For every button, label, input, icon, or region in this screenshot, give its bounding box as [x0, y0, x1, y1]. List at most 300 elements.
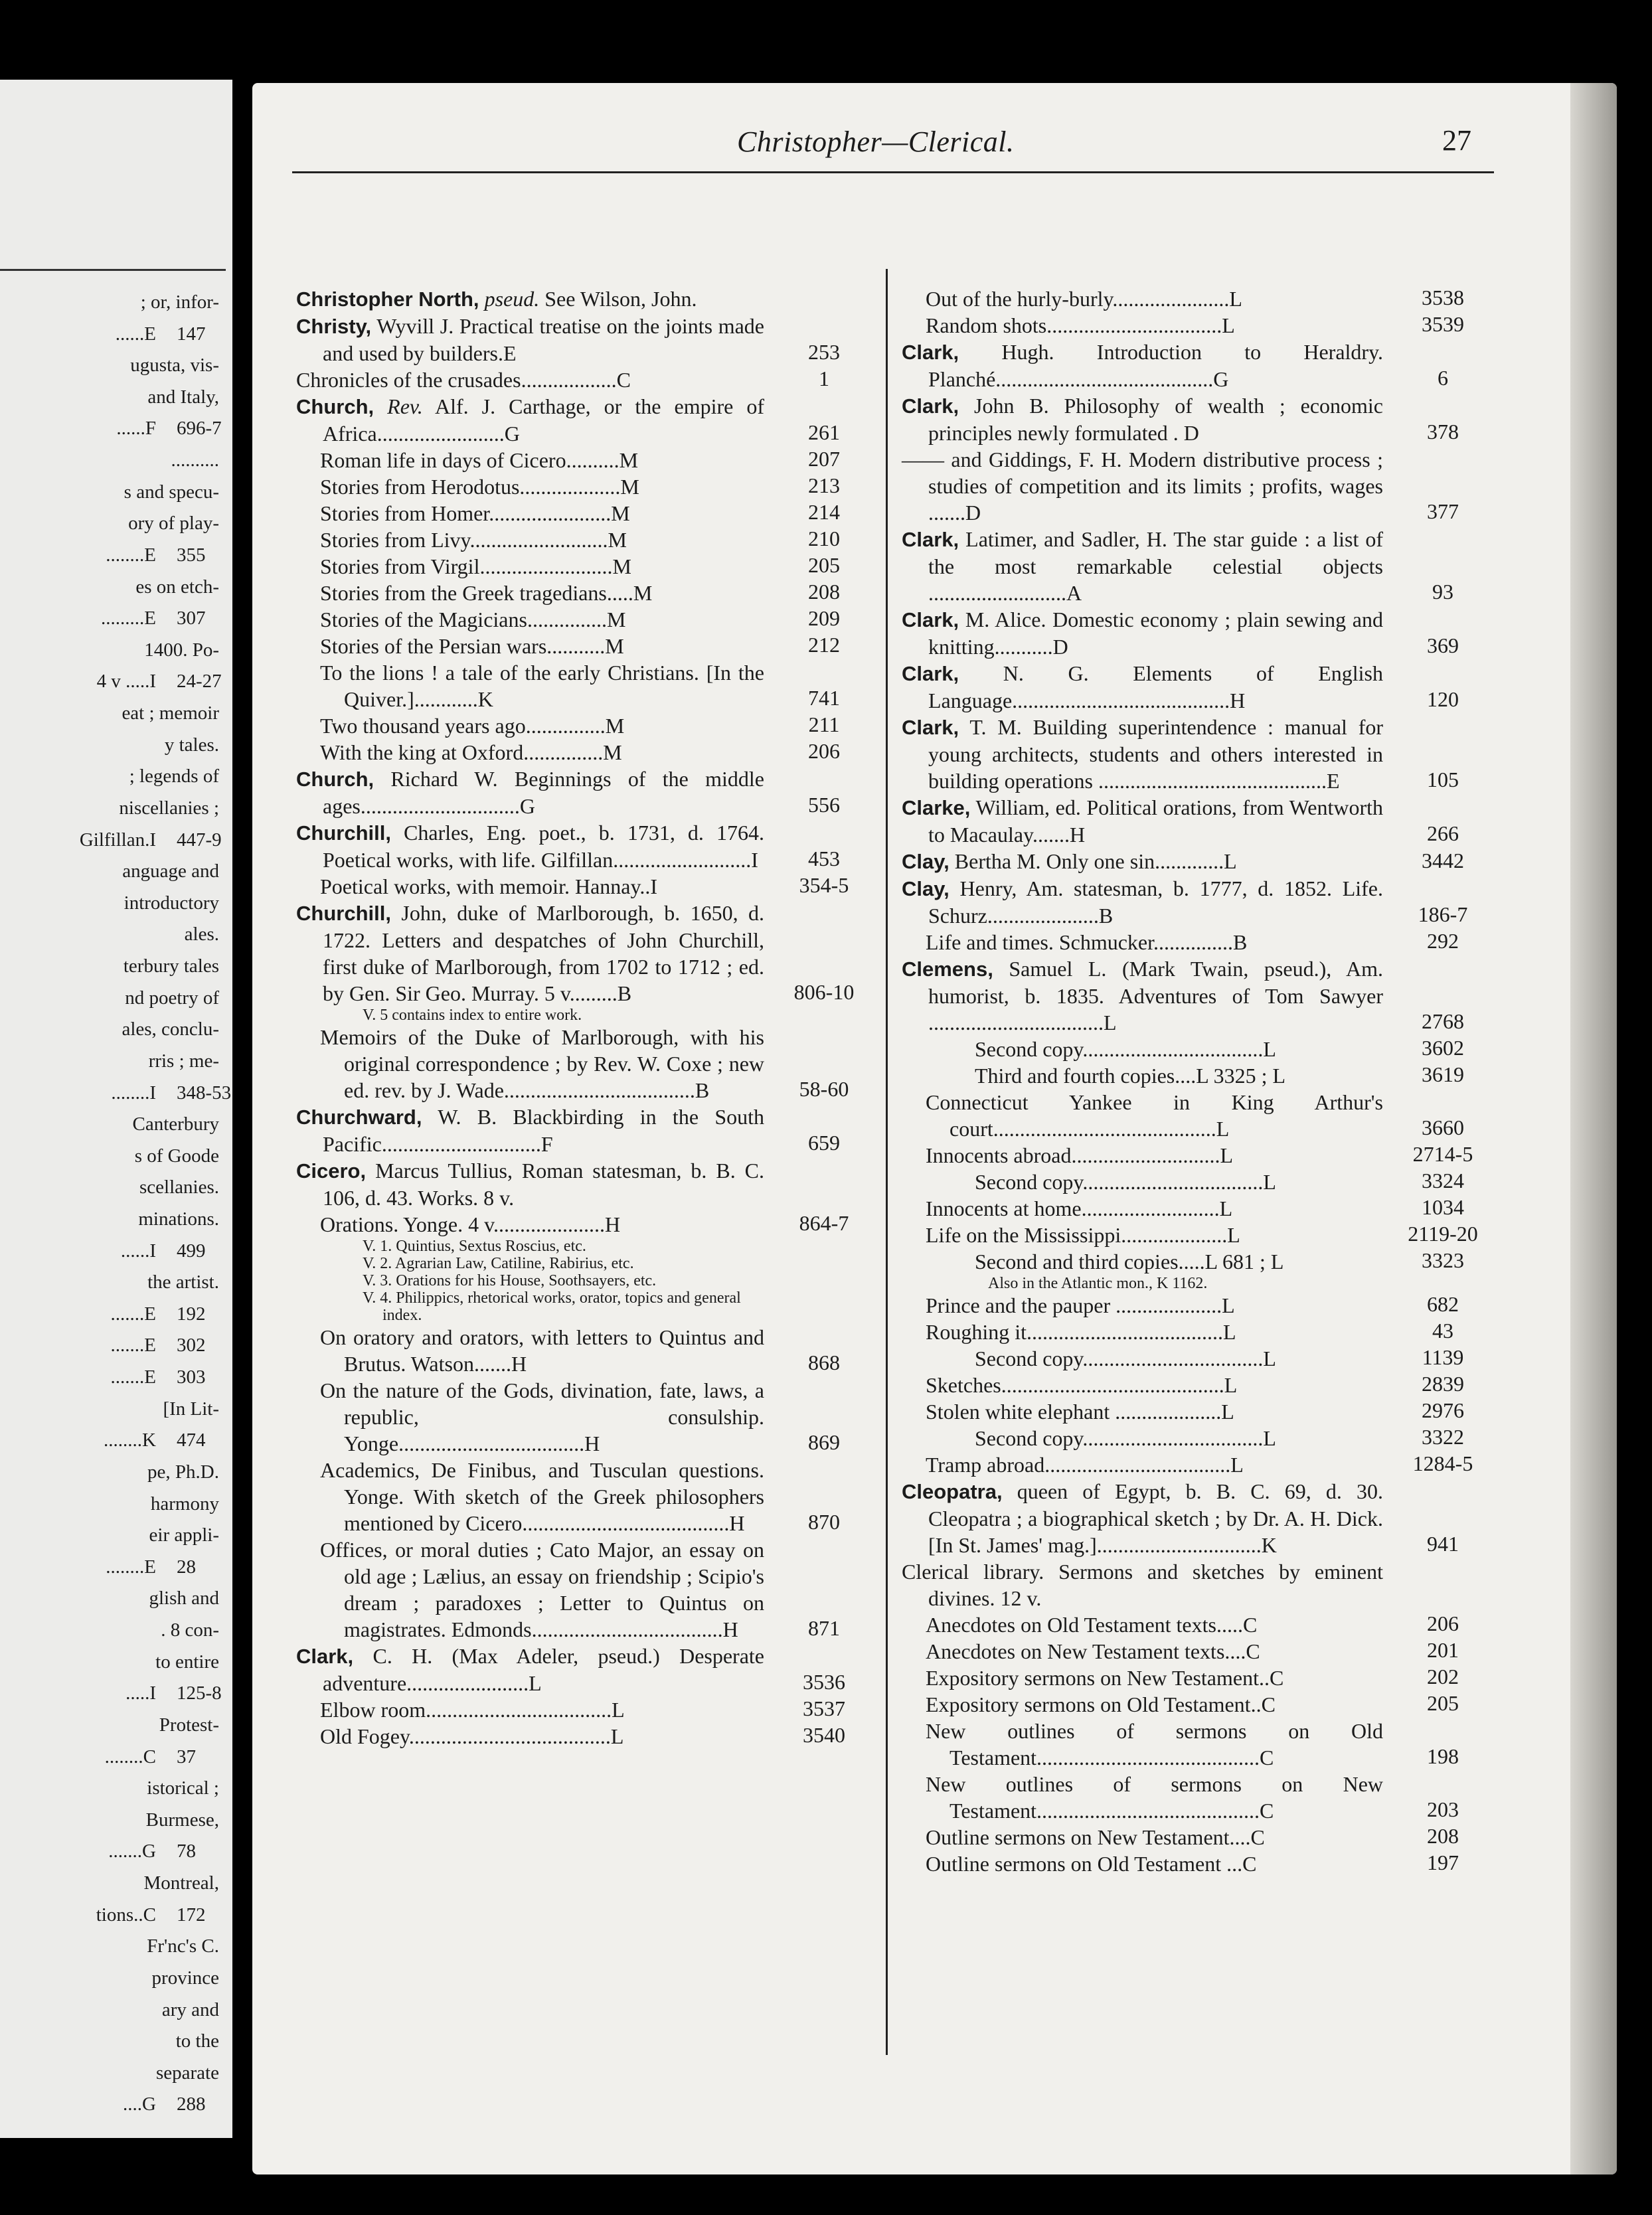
- left-fragment-text: .......E: [110, 1366, 156, 1388]
- left-fragment-text: s and specu-: [124, 481, 219, 503]
- shelf-number: 868: [808, 1351, 840, 1374]
- index-entry-text: [902, 929, 1383, 955]
- shelf-number: 869: [808, 1430, 840, 1454]
- left-fragment-text: Burmese,: [145, 1809, 219, 1831]
- index-entry-text: [902, 955, 1383, 1036]
- index-entry-text: [296, 367, 764, 393]
- index-heading: Clark,: [902, 608, 959, 631]
- index-description: Stories from Livy..........................M: [320, 528, 627, 552]
- index-entry: [296, 606, 867, 633]
- index-description: Memoirs of the Duke of Marlborough, with his original correspondence ; by Rev. W. Coxe ; new ed. rev. by J. Wade....................................B: [320, 1025, 764, 1102]
- index-entry: [296, 1723, 867, 1750]
- shelf-number: 3539: [1422, 312, 1464, 336]
- shelf-number: 209: [808, 606, 840, 630]
- index-entry-text: [296, 1211, 764, 1238]
- index-description: Clerical library. Sermons and sketches by eminent divines. 12 v.: [902, 1560, 1383, 1610]
- index-description: N. G. Elements of English Language.........................................H: [928, 661, 1384, 712]
- left-fragment-text: introductory: [124, 892, 219, 914]
- index-entry: [902, 875, 1486, 929]
- left-fragment-number: 499: [177, 1240, 206, 1262]
- index-column-right: [902, 286, 1486, 1877]
- left-fragment-text: y tales.: [164, 734, 219, 756]
- index-entry: [902, 1169, 1486, 1195]
- shelf-number: 1034: [1422, 1195, 1464, 1219]
- index-description: Hugh. Introduction to Heraldry. Planché.........................................G: [928, 340, 1383, 391]
- index-entry-text: [902, 286, 1383, 312]
- left-fragment-text: Montreal,: [143, 1872, 219, 1894]
- shelf-number: 3602: [1422, 1036, 1464, 1060]
- left-fragment-text: terbury tales: [123, 955, 219, 977]
- index-entry: [296, 1643, 867, 1696]
- index-heading: Clark,: [902, 716, 959, 739]
- shelf-number: 292: [1427, 929, 1459, 953]
- shelf-number: 206: [808, 739, 840, 763]
- left-fragment-text: eat ; memoir: [122, 702, 219, 724]
- index-description: New outlines of sermons on New Testament..........................................C: [926, 1772, 1383, 1823]
- index-entry: [902, 1638, 1486, 1665]
- index-entry: [902, 1558, 1486, 1611]
- index-entry-text: [902, 1691, 1383, 1718]
- index-description: Connecticut Yankee in King Arthur's court..........................................L: [926, 1090, 1383, 1141]
- index-entry-text: [902, 392, 1383, 446]
- left-fragment-text: ugusta, vis-: [130, 355, 219, 376]
- left-fragment-number: 24-27: [177, 671, 222, 693]
- index-entry: [902, 660, 1486, 714]
- index-heading: Churchward,: [296, 1106, 422, 1129]
- index-description: Anecdotes on New Testament texts....C: [926, 1639, 1260, 1663]
- shelf-number: 253: [808, 340, 840, 364]
- index-description: Henry, Am. statesman, b. 1777, d. 1852. Life. Schurz.....................B: [928, 876, 1384, 928]
- index-description: On oratory and orators, with letters to Quintus and Brutus. Watson.......H: [320, 1325, 764, 1376]
- index-entry: [296, 1211, 867, 1238]
- left-fragment-text: province: [151, 1967, 219, 1989]
- index-description: Latimer, and Sadler, H. The star guide : a list of the most remarkable celestial objects ..........................A: [928, 527, 1384, 605]
- shelf-number: 214: [808, 500, 840, 524]
- shelf-number: 1: [819, 367, 829, 390]
- index-description: —— and Giddings, F. H. Modern distributive process ; studies of competition and its limits ; profits, wages .......D: [902, 448, 1383, 525]
- shelf-number: 198: [1427, 1744, 1459, 1768]
- shelf-number: 354-5: [799, 873, 849, 897]
- index-description: queen of Egypt, b. B. C. 69, d. 30. Cleopatra ; a biographical sketch ; by Dr. A. H. Dick. [In St. James' mag.]...............................K: [928, 1479, 1384, 1557]
- index-description: Two thousand years ago...............M: [320, 714, 625, 738]
- header-rule: [292, 171, 1494, 173]
- index-entry: [902, 1824, 1486, 1850]
- index-description: Samuel L. (Mark Twain, pseud.), Am. humorist, b. 1835. Adventures of Tom Sawyer .................................L: [928, 957, 1384, 1034]
- index-entry: [902, 1718, 1486, 1771]
- index-description: Stories of the Magicians...............M: [320, 608, 626, 631]
- index-entry: [902, 1036, 1486, 1062]
- index-entry-text: [902, 1195, 1383, 1222]
- shelf-number: 186-7: [1418, 902, 1468, 926]
- shelf-number: 93: [1432, 580, 1453, 604]
- shelf-number: 6: [1438, 366, 1448, 390]
- left-fragment-text: Canterbury: [132, 1113, 219, 1135]
- left-fragment-text: anguage and: [122, 861, 219, 882]
- running-head: Christopher—Clerical.: [737, 125, 1015, 158]
- index-entry: [902, 1248, 1486, 1275]
- shelf-number: 453: [808, 847, 840, 870]
- index-entry: [296, 1457, 867, 1536]
- left-fragment-text: [In Lit-: [163, 1398, 219, 1420]
- index-entry: [296, 500, 867, 527]
- index-description: Elbow room...................................L: [320, 1698, 625, 1722]
- index-entry-text: [902, 1222, 1383, 1248]
- shelf-number: 43: [1432, 1319, 1453, 1343]
- index-entry-text: [296, 739, 764, 766]
- index-entry-text: [902, 1771, 1383, 1824]
- index-entry-text: [902, 1558, 1383, 1611]
- left-fragment-text: Protest-: [159, 1714, 219, 1736]
- left-fragment-text: 4 v .....I: [96, 671, 156, 693]
- index-entry: [902, 286, 1486, 312]
- shelf-number: 3540: [803, 1723, 845, 1747]
- index-heading: Christy,: [296, 315, 372, 338]
- left-fragment-text: ary and: [161, 1999, 219, 2020]
- index-description: Roughing it.....................................L: [926, 1320, 1236, 1344]
- index-entry: [296, 553, 867, 580]
- index-entry-text: [296, 819, 764, 873]
- index-entry-text: [902, 312, 1383, 339]
- shelf-number: 2768: [1422, 1009, 1464, 1033]
- index-heading: Clarke,: [902, 796, 971, 819]
- index-description: Marcus Tullius, Roman statesman, b. B. C. 106, d. 43. Works. 8 v.: [323, 1159, 765, 1210]
- index-description: Out of the hurly-burly......................L: [926, 287, 1242, 311]
- left-fragment-text: . 8 con-: [161, 1619, 219, 1641]
- index-entry: [296, 633, 867, 659]
- index-entry-text: [296, 1104, 764, 1157]
- index-description: Stories from Homer.......................M: [320, 501, 630, 525]
- index-description: Chronicles of the crusades..................C: [296, 368, 631, 392]
- shelf-number: 197: [1427, 1850, 1459, 1874]
- index-description: John B. Philosophy of wealth ; economic principles newly formulated . D: [928, 394, 1384, 445]
- index-entry: [902, 1611, 1486, 1638]
- left-fragment-text: ........E: [106, 1556, 156, 1578]
- left-fragment-text: rris ; me-: [148, 1050, 219, 1072]
- index-column-left: [296, 286, 867, 1750]
- shelf-number: 3538: [1422, 286, 1464, 309]
- left-fragment-text: .....I: [125, 1682, 156, 1704]
- left-fragment-number: 302: [177, 1335, 206, 1356]
- index-entry-text: [296, 447, 764, 473]
- index-description: Charles, Eng. poet., b. 1731, d. 1764. Poetical works, with life. Gilfillan..........................I: [323, 821, 764, 872]
- left-fragment-number: 125-8: [177, 1682, 222, 1704]
- index-entry: [902, 714, 1486, 794]
- shelf-number: 3619: [1422, 1062, 1464, 1086]
- index-entry: [296, 1377, 867, 1457]
- index-note: Also in the Atlantic mon., K 1162.: [988, 1275, 1208, 1292]
- index-entry-text: [902, 794, 1383, 848]
- left-fragment-text: ales.: [184, 924, 219, 945]
- index-entry-text: [296, 659, 764, 712]
- index-heading: Clark,: [296, 1645, 354, 1668]
- index-entry: [296, 286, 867, 313]
- index-entry: [296, 712, 867, 739]
- index-entry-text: [296, 313, 764, 367]
- index-description: Third and fourth copies....L 3325 ; L: [975, 1064, 1286, 1088]
- index-entry-text: [296, 500, 764, 527]
- index-entry: [902, 1425, 1486, 1451]
- index-entry-text: [296, 606, 764, 633]
- index-entry-text: [296, 1457, 764, 1536]
- index-entry: [902, 1195, 1486, 1222]
- left-fragment-text: ; or, infor-: [140, 291, 219, 313]
- index-heading: Clemens,: [902, 957, 993, 981]
- left-fragment-text: ales, conclu-: [122, 1019, 219, 1040]
- index-heading: Clay,: [902, 850, 950, 873]
- left-fragment-number: 192: [177, 1303, 206, 1325]
- index-heading: Churchill,: [296, 821, 391, 845]
- index-entry-text: [902, 1319, 1383, 1345]
- left-fragment-text: to entire: [155, 1651, 219, 1673]
- index-entry-text: [902, 848, 1383, 875]
- index-entry-text: [296, 1324, 764, 1377]
- index-heading: Cicero,: [296, 1159, 367, 1183]
- left-page-rule: [0, 269, 226, 271]
- shelf-number: 105: [1427, 768, 1459, 791]
- shelf-number: 58-60: [799, 1077, 849, 1101]
- index-entry: [902, 1062, 1486, 1089]
- index-description: Second copy..................................L: [975, 1037, 1276, 1061]
- left-fragment-number: 303: [177, 1366, 206, 1388]
- index-description: Second copy..................................L: [975, 1170, 1276, 1194]
- left-fragment-text: ..........: [171, 450, 219, 471]
- index-description: Second and third copies.....L 681 ; L: [975, 1250, 1284, 1273]
- index-heading: Clay,: [902, 877, 950, 900]
- index-description: Second copy..................................L: [975, 1426, 1276, 1450]
- index-description: Stolen white elephant ....................L: [926, 1400, 1234, 1424]
- index-entry-text: [902, 1451, 1383, 1478]
- index-entry: [296, 766, 867, 819]
- index-entry: [296, 1157, 867, 1211]
- index-epithet: pseud.: [484, 287, 540, 311]
- left-fragment-text: tions..C: [96, 1904, 156, 1926]
- shelf-number: 864-7: [799, 1211, 849, 1235]
- left-fragment-number: 78: [177, 1841, 196, 1862]
- index-entry: [296, 313, 867, 367]
- shelf-number: 206: [1427, 1611, 1459, 1635]
- left-fragment-number: 307: [177, 608, 206, 629]
- index-entry-text: [296, 633, 764, 659]
- left-fragment-number: 28: [177, 1556, 196, 1578]
- shelf-number: 741: [808, 686, 840, 710]
- index-entry-text: [902, 1398, 1383, 1425]
- shelf-number: 3660: [1422, 1115, 1464, 1139]
- left-fragment-text: ......I: [120, 1240, 156, 1262]
- index-entry: [902, 1345, 1486, 1372]
- index-heading: Clark,: [902, 528, 959, 551]
- index-entry: [902, 1142, 1486, 1169]
- left-fragment-number: 474: [177, 1430, 206, 1451]
- shelf-number: 3442: [1422, 849, 1464, 872]
- index-entry-text: [902, 446, 1383, 526]
- index-note: V. 3. Orations for his House, Soothsayers, etc.: [363, 1272, 657, 1289]
- index-entry-text: [902, 1248, 1383, 1275]
- left-fragment-text: ........K: [104, 1430, 156, 1451]
- index-entry: [902, 526, 1486, 606]
- index-entry: [296, 580, 867, 606]
- index-entry-text: [902, 1142, 1383, 1169]
- shelf-number: 205: [808, 553, 840, 577]
- shelf-number: 3537: [803, 1696, 845, 1720]
- index-entry: [296, 393, 867, 447]
- shelf-number: 2119-20: [1408, 1222, 1478, 1246]
- index-description: Outline sermons on Old Testament ...C: [926, 1852, 1257, 1876]
- shelf-number: 3536: [803, 1670, 845, 1694]
- index-description: Offices, or moral duties ; Cato Major, an essay on old age ; Lælius, an essay on friendship ; Scipio's dream ; paradoxes ; Letter to Quintus on magistrates. Edmonds....................................H: [320, 1538, 764, 1641]
- index-entry-text: [296, 1024, 764, 1104]
- left-fragment-text: ......F: [116, 418, 156, 440]
- index-note: V. 2. Agrarian Law, Catiline, Rabirius, etc.: [363, 1255, 634, 1272]
- index-entry: [902, 392, 1486, 446]
- index-description: Roman life in days of Cicero..........M: [320, 448, 639, 472]
- left-fragment-text: ; legends of: [129, 766, 219, 787]
- index-entry: [296, 819, 867, 873]
- index-entry-text: [902, 1292, 1383, 1319]
- index-entry-text: [296, 873, 764, 900]
- left-fragment-text: eir appli-: [149, 1524, 219, 1546]
- index-entry: [902, 1372, 1486, 1398]
- index-description: Random shots.................................L: [926, 313, 1235, 337]
- left-fragment-number: 348-53: [177, 1082, 232, 1104]
- index-entry: [902, 1089, 1486, 1142]
- left-fragment-text: nd poetry of: [125, 987, 219, 1009]
- index-description: On the nature of the Gods, divination, fate, laws, a republic, consulship. Yonge...................................H: [320, 1378, 764, 1455]
- index-entry: [902, 1398, 1486, 1425]
- index-entry-text: [296, 766, 764, 819]
- shelf-number: 211: [808, 712, 840, 736]
- shelf-number: 208: [808, 580, 840, 604]
- left-fragment-text: ory of play-: [128, 513, 219, 534]
- index-entry: [296, 447, 867, 473]
- left-fragment-text: .........E: [101, 608, 156, 629]
- index-entry-text: [902, 1372, 1383, 1398]
- index-description: With the king at Oxford...............M: [320, 740, 622, 764]
- left-fragment-text: 1400. Po-: [144, 639, 219, 661]
- index-description: Stories of the Persian wars...........M: [320, 634, 624, 658]
- index-entry-text: [296, 527, 764, 553]
- left-fragment-text: harmony: [150, 1493, 219, 1515]
- index-description: John, duke of Marlborough, b. 1650, d. 1722. Letters and despatches of John Churchill, first duke of Marlborough, from 1702 to 1712 ; ed. by Gen. Sir Geo. Murray. 5 v.........B: [323, 901, 765, 1005]
- left-fragment-text: ....G: [123, 2093, 156, 2115]
- index-description: T. M. Building superintendence : manual for young architects, students and others interested in building operations ...........................................E: [928, 715, 1383, 793]
- index-entry: [902, 1222, 1486, 1248]
- index-epithet: Rev.: [387, 394, 423, 418]
- shelf-number: 213: [808, 473, 840, 497]
- left-fragment-number: 355: [177, 544, 206, 566]
- index-entry-text: [902, 606, 1383, 660]
- shelf-number: 1284-5: [1412, 1451, 1473, 1475]
- index-entry-text: [296, 1377, 764, 1457]
- shelf-number: 378: [1427, 420, 1459, 444]
- index-entry: [902, 794, 1486, 848]
- shelf-number: 212: [808, 633, 840, 657]
- index-entry: [902, 1451, 1486, 1478]
- index-entry-text: [902, 1478, 1383, 1558]
- shelf-number: 941: [1427, 1532, 1459, 1556]
- index-description: Bertha M. Only one sin.............L: [954, 849, 1237, 873]
- index-heading: Christopher North,: [296, 287, 479, 311]
- left-fragment-text: s of Goode: [134, 1145, 219, 1167]
- index-description: Stories from Virgil.........................M: [320, 554, 631, 578]
- index-entry: [902, 339, 1486, 392]
- index-entry: [296, 473, 867, 500]
- index-entry: [296, 1024, 867, 1104]
- index-entry: [296, 1696, 867, 1723]
- left-fragment-text: the artist.: [147, 1272, 219, 1293]
- index-entry: [296, 1536, 867, 1643]
- index-entry: [902, 1478, 1486, 1558]
- left-fragment-number: 172: [177, 1904, 206, 1926]
- shelf-number: 377: [1427, 499, 1459, 523]
- left-fragment-text: es on etch-: [135, 576, 219, 598]
- index-description: Tramp abroad...................................L: [926, 1453, 1244, 1477]
- shelf-number: 210: [808, 527, 840, 550]
- index-entry: [902, 1850, 1486, 1877]
- left-fragment-text: Fr'nc's C.: [147, 1935, 219, 1957]
- index-entry: [902, 1691, 1486, 1718]
- index-description: Prince and the pauper ....................L: [926, 1293, 1235, 1317]
- shelf-number: 202: [1427, 1665, 1459, 1688]
- index-description: C. H. (Max Adeler, pseud.) Desperate adventure.......................L: [323, 1644, 765, 1695]
- index-entry: [902, 1319, 1486, 1345]
- index-entry-text: [902, 660, 1383, 714]
- index-description: Innocents at home..........................L: [926, 1196, 1233, 1220]
- index-entry-text: [296, 286, 764, 313]
- column-divider: [886, 269, 888, 2055]
- index-entry-text: [296, 580, 764, 606]
- index-entry-text: [902, 1718, 1383, 1771]
- left-fragment-text: .......E: [110, 1303, 156, 1325]
- shelf-number: 682: [1427, 1292, 1459, 1316]
- index-description: Life on the Mississippi....................L: [926, 1223, 1240, 1247]
- index-entry-text: [296, 553, 764, 580]
- left-fragment-text: scellanies.: [139, 1177, 219, 1198]
- index-description: Alf. J. Carthage, or the empire of Africa........................G: [323, 394, 765, 446]
- index-entry-text: [296, 1696, 764, 1723]
- shelf-number: 203: [1427, 1797, 1459, 1821]
- left-fragment-text: .......E: [110, 1335, 156, 1356]
- shelf-number: 2839: [1422, 1372, 1464, 1396]
- index-heading: Church,: [296, 768, 374, 791]
- index-entry-text: [296, 473, 764, 500]
- index-entry-text: [902, 875, 1383, 929]
- index-description: Old Fogey......................................L: [320, 1724, 624, 1748]
- index-description: W. B. Blackbirding in the South Pacific..............................F: [323, 1105, 765, 1156]
- index-entry: [902, 312, 1486, 339]
- index-heading: Clark,: [902, 394, 959, 418]
- index-entry-text: [296, 1157, 764, 1211]
- index-entry-text: [902, 1824, 1383, 1850]
- index-entry: [296, 873, 867, 900]
- shelf-number: 3322: [1422, 1425, 1464, 1449]
- index-entry-text: [296, 1643, 764, 1696]
- index-entry-text: [902, 1345, 1383, 1372]
- index-entry: [296, 1104, 867, 1157]
- left-page-fragment: [0, 80, 232, 2138]
- index-description: Sketches..........................................L: [926, 1373, 1238, 1397]
- index-note: V. 4. Philippics, rhetorical works, orator, topics and general index.: [363, 1289, 741, 1324]
- index-description: Orations. Yonge. 4 v.....................H: [320, 1212, 621, 1236]
- index-description: See Wilson, John.: [544, 287, 697, 311]
- left-fragment-text: istorical ;: [147, 1777, 219, 1799]
- left-fragment-number: 147: [177, 323, 206, 345]
- left-fragment-text: ........E: [106, 544, 156, 566]
- index-entry: [902, 1665, 1486, 1691]
- shelf-number: 806-10: [793, 980, 855, 1004]
- index-entry: [296, 739, 867, 766]
- index-entry-text: [902, 339, 1383, 392]
- index-entry-text: [902, 1169, 1383, 1195]
